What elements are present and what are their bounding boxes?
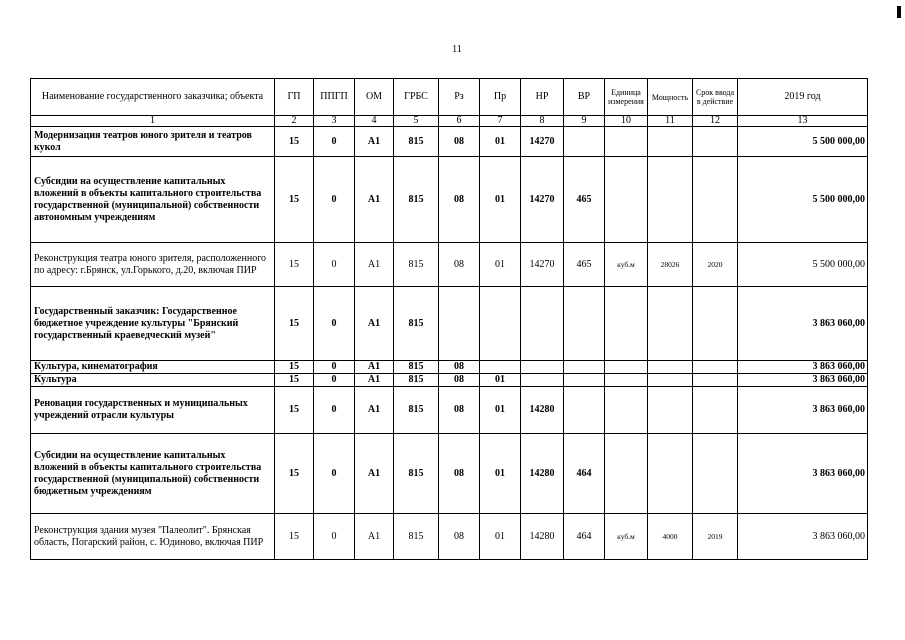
index-cell: 7 (480, 116, 521, 127)
row-om: А1 (355, 287, 394, 361)
index-cell: 1 (31, 116, 275, 127)
index-cell: 13 (738, 116, 868, 127)
page-edge-mark (897, 6, 901, 18)
index-cell: 11 (648, 116, 693, 127)
row-nr: 14280 (521, 387, 564, 434)
header-pr: Пр (480, 79, 521, 116)
row-amount: 5 500 000,00 (738, 157, 868, 243)
header-year: 2019 год (738, 79, 868, 116)
row-ppgp: 0 (314, 514, 355, 560)
row-nr: 14280 (521, 434, 564, 514)
row-grbs: 815 (394, 287, 439, 361)
row-nr: 14280 (521, 514, 564, 560)
table-row (31, 361, 868, 374)
index-cell: 6 (439, 116, 480, 127)
row-term (693, 387, 738, 434)
row-grbs: 815 (394, 374, 439, 387)
row-term (693, 374, 738, 387)
row-unit (605, 374, 648, 387)
row-ppgp: 0 (314, 127, 355, 157)
table-header-row (31, 79, 868, 116)
row-pr: 01 (480, 127, 521, 157)
row-vr (564, 387, 605, 434)
row-ppgp: 0 (314, 243, 355, 287)
row-ppgp: 0 (314, 361, 355, 374)
row-ppgp: 0 (314, 434, 355, 514)
index-cell: 9 (564, 116, 605, 127)
index-cell: 10 (605, 116, 648, 127)
row-term: 2019 (693, 514, 738, 560)
row-vr (564, 127, 605, 157)
row-pr (480, 361, 521, 374)
row-power (648, 287, 693, 361)
row-power (648, 361, 693, 374)
row-term (693, 157, 738, 243)
row-unit: куб.м (605, 514, 648, 560)
row-name: Культура (31, 374, 275, 387)
row-rz: 08 (439, 387, 480, 434)
row-power (648, 434, 693, 514)
row-grbs: 815 (394, 243, 439, 287)
row-unit: куб.м (605, 243, 648, 287)
index-cell: 12 (693, 116, 738, 127)
row-power: 28026 (648, 243, 693, 287)
row-rz: 08 (439, 127, 480, 157)
row-unit (605, 157, 648, 243)
row-amount: 3 863 060,00 (738, 514, 868, 560)
row-name: Реновация государственных и муниципальных учреждений отрасли культуры (31, 387, 275, 434)
table-row (31, 243, 868, 287)
row-nr (521, 361, 564, 374)
column-index-row (31, 116, 868, 127)
row-pr: 01 (480, 374, 521, 387)
row-nr: 14270 (521, 157, 564, 243)
row-name: Реконструкция театра юного зрителя, расположенного по адресу: г.Брянск, ул.Горького, д.20, включая ПИР (31, 243, 275, 287)
row-gp: 15 (275, 374, 314, 387)
row-ppgp: 0 (314, 287, 355, 361)
row-pr: 01 (480, 157, 521, 243)
row-vr: 465 (564, 243, 605, 287)
row-rz: 08 (439, 374, 480, 387)
row-nr: 14270 (521, 243, 564, 287)
row-rz: 08 (439, 434, 480, 514)
row-gp: 15 (275, 127, 314, 157)
row-power (648, 157, 693, 243)
row-gp: 15 (275, 434, 314, 514)
row-name: Субсидии на осуществление капитальных вложений в объекты капитального строительства государственной (муниципальной) собственности бюджетным учреждениям (31, 434, 275, 514)
row-power (648, 387, 693, 434)
row-unit (605, 434, 648, 514)
row-grbs: 815 (394, 157, 439, 243)
header-nr: НР (521, 79, 564, 116)
row-vr (564, 361, 605, 374)
table-row (31, 387, 868, 434)
row-term: 2020 (693, 243, 738, 287)
row-rz: 08 (439, 243, 480, 287)
row-om: А1 (355, 514, 394, 560)
row-power: 4000 (648, 514, 693, 560)
index-cell: 4 (355, 116, 394, 127)
row-amount: 5 500 000,00 (738, 243, 868, 287)
row-grbs: 815 (394, 127, 439, 157)
row-gp: 15 (275, 387, 314, 434)
row-amount: 3 863 060,00 (738, 374, 868, 387)
row-om: А1 (355, 374, 394, 387)
header-grbs: ГРБС (394, 79, 439, 116)
row-power (648, 374, 693, 387)
row-vr (564, 374, 605, 387)
table-row (31, 514, 868, 560)
row-rz: 08 (439, 157, 480, 243)
row-power (648, 127, 693, 157)
row-amount: 3 863 060,00 (738, 434, 868, 514)
row-ppgp: 0 (314, 387, 355, 434)
row-nr (521, 374, 564, 387)
row-om: А1 (355, 127, 394, 157)
row-pr: 01 (480, 514, 521, 560)
row-om: А1 (355, 434, 394, 514)
header-power: Мощность (648, 79, 693, 116)
header-ppgp: ППГП (314, 79, 355, 116)
row-pr (480, 287, 521, 361)
row-grbs: 815 (394, 387, 439, 434)
header-vr: ВР (564, 79, 605, 116)
row-amount: 3 863 060,00 (738, 287, 868, 361)
row-term (693, 434, 738, 514)
table-row (31, 374, 868, 387)
row-vr: 465 (564, 157, 605, 243)
row-unit (605, 127, 648, 157)
row-amount: 5 500 000,00 (738, 127, 868, 157)
row-rz: 08 (439, 361, 480, 374)
row-gp: 15 (275, 157, 314, 243)
index-cell: 2 (275, 116, 314, 127)
row-name: Модернизация театров юного зрителя и театров кукол (31, 127, 275, 157)
row-rz: 08 (439, 514, 480, 560)
row-gp: 15 (275, 361, 314, 374)
header-customer: Наименование государственного заказчика; объекта (31, 79, 275, 116)
row-vr (564, 287, 605, 361)
index-cell: 5 (394, 116, 439, 127)
row-name: Культура, кинематография (31, 361, 275, 374)
row-unit (605, 361, 648, 374)
row-om: А1 (355, 361, 394, 374)
table-row (31, 127, 868, 157)
row-term (693, 287, 738, 361)
row-gp: 15 (275, 287, 314, 361)
row-name: Государственный заказчик: Государственное бюджетное учреждение культуры "Брянский государственный краеведческий музей" (31, 287, 275, 361)
table-row (31, 157, 868, 243)
row-unit (605, 287, 648, 361)
row-om: А1 (355, 243, 394, 287)
row-amount: 3 863 060,00 (738, 387, 868, 434)
row-om: А1 (355, 387, 394, 434)
row-term (693, 361, 738, 374)
row-vr: 464 (564, 434, 605, 514)
row-grbs: 815 (394, 361, 439, 374)
budget-table (30, 78, 868, 560)
row-vr: 464 (564, 514, 605, 560)
table-row (31, 287, 868, 361)
row-unit (605, 387, 648, 434)
row-pr: 01 (480, 387, 521, 434)
header-term: Срок ввода в действие (693, 79, 738, 116)
row-grbs: 815 (394, 434, 439, 514)
row-term (693, 127, 738, 157)
row-rz (439, 287, 480, 361)
index-cell: 8 (521, 116, 564, 127)
row-name: Реконструкция здания музея "Палеолит". Брянская область, Погарский район, с. Юдиново, включая ПИР (31, 514, 275, 560)
row-gp: 15 (275, 243, 314, 287)
row-nr (521, 287, 564, 361)
header-gp: ГП (275, 79, 314, 116)
row-om: А1 (355, 157, 394, 243)
row-ppgp: 0 (314, 157, 355, 243)
table-row (31, 434, 868, 514)
header-rz: Рз (439, 79, 480, 116)
page-number: 11 (452, 44, 462, 55)
row-amount: 3 863 060,00 (738, 361, 868, 374)
row-ppgp: 0 (314, 374, 355, 387)
row-pr: 01 (480, 434, 521, 514)
header-unit: Единица измерения (605, 79, 648, 116)
row-name: Субсидии на осуществление капитальных вложений в объекты капитального строительства государственной (муниципальной) собственности автономным учреждениям (31, 157, 275, 243)
row-nr: 14270 (521, 127, 564, 157)
index-cell: 3 (314, 116, 355, 127)
row-gp: 15 (275, 514, 314, 560)
row-pr: 01 (480, 243, 521, 287)
row-grbs: 815 (394, 514, 439, 560)
header-om: ОМ (355, 79, 394, 116)
